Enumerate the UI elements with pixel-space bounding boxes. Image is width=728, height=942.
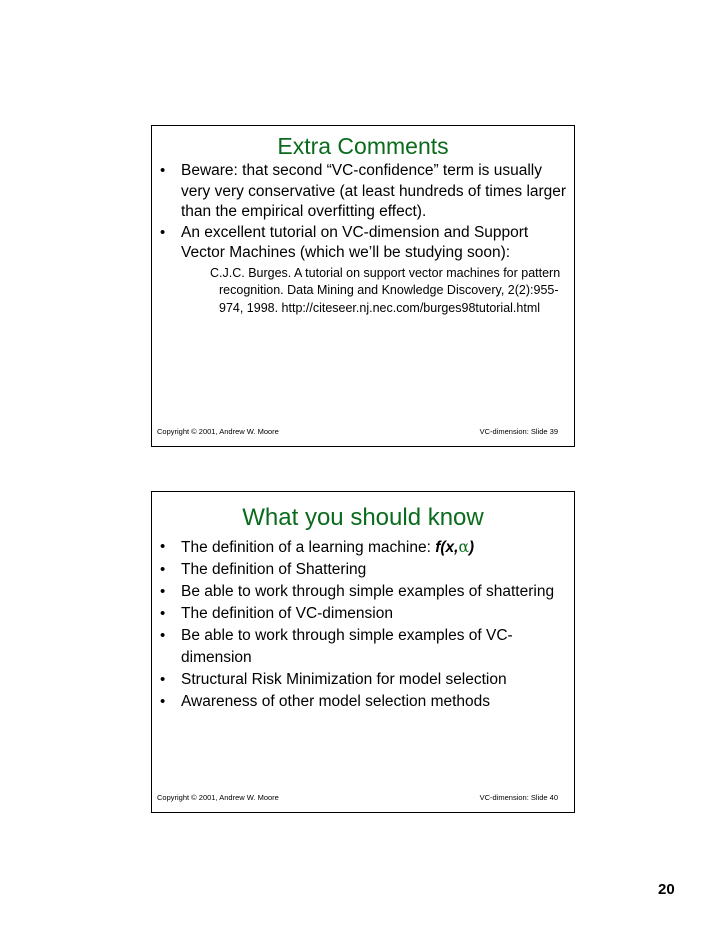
bullet-text: Beware: that second “VC-confidence” term is usually very very conservative (at least hundreds of times larger than the empirical overfitting effect). (181, 162, 567, 220)
bullet-item (158, 161, 570, 223)
bullet-marker: • (160, 561, 166, 578)
copyright-footer: Copyright © 2001, Andrew W. Moore (157, 793, 279, 802)
slide-title: What you should know (242, 504, 484, 531)
function-close-paren: ) (468, 539, 475, 556)
bullet-item (158, 223, 570, 264)
bullet-marker: • (160, 583, 166, 600)
bullet-text: The definition of VC-dimension (181, 605, 393, 622)
bullet-text: An excellent tutorial on VC-dimension and Support Vector Machines (which we’ll be studying soon): (181, 223, 529, 261)
bullet-marker: • (160, 605, 166, 622)
bullet-item (158, 559, 570, 581)
bullet-marker: • (160, 693, 166, 710)
slide-title: Extra Comments (277, 133, 449, 159)
slide-number-footer: VC-dimension: Slide 39 (479, 427, 558, 436)
bullet-item (158, 536, 570, 559)
bullet-item (158, 603, 570, 625)
bullet-marker: • (160, 671, 166, 688)
alpha-symbol: α (458, 538, 469, 556)
bullet-item (158, 581, 570, 603)
bullet-item (158, 669, 570, 691)
bullet-text: Be able to work through simple examples of shattering (181, 583, 555, 600)
slide-40 (151, 491, 575, 813)
bullet-text: The definition of Shattering (181, 561, 367, 578)
function-notation: f(x, (435, 539, 459, 556)
bullet-text: Awareness of other model selection methods (181, 693, 491, 710)
bullet-text: Be able to work through simple examples of VC-dimension (181, 627, 513, 666)
bullet-item (158, 691, 570, 713)
slide-number-footer: VC-dimension: Slide 40 (479, 793, 558, 802)
bullet-text: Structural Risk Minimization for model selection (181, 671, 507, 688)
bullet-list (158, 161, 570, 317)
bullet-item (158, 625, 570, 669)
page-number: 20 (658, 881, 675, 898)
bullet-text: The definition of a learning machine: (181, 539, 436, 556)
bullet-marker: • (160, 223, 166, 241)
bullet-list (158, 536, 570, 713)
bullet-marker: • (160, 627, 166, 644)
bullet-marker: • (160, 162, 166, 179)
bullet-marker: • (160, 538, 166, 555)
copyright-footer: Copyright © 2001, Andrew W. Moore (157, 427, 279, 436)
reference-citation: C.J.C. Burges. A tutorial on support vector machines for pattern recognition. Data Mining and Knowledge Discovery, 2(2):955-974, 1998. http://citeseer.nj.nec.com/burges98tutorial.html (210, 265, 561, 315)
slide-39 (151, 125, 575, 447)
